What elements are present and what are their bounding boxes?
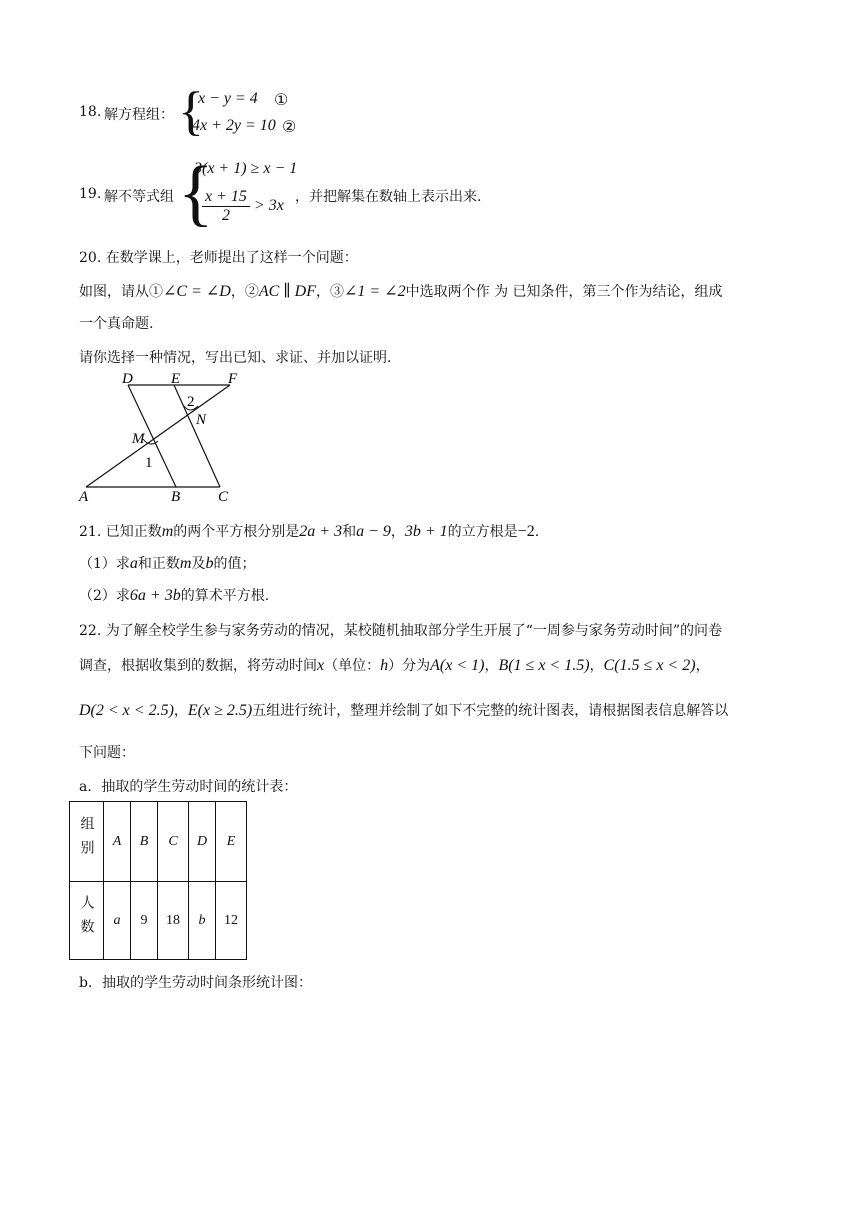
table-value-e: 12 [216,882,247,960]
q20-cond2: AC ∥ DF [258,283,317,300]
q20-line2-c: ，③ [316,284,345,300]
q18-eq2-mark: ② [282,119,297,136]
q21-part2-expr: 6a + 3b [129,587,181,604]
q22-group-a: A(x < 1) [430,657,485,674]
q20-geometry-figure [70,370,250,506]
q20-line3: 一个真命题. [79,316,154,332]
label-B: B [171,489,181,505]
q22-line1: 22. 为了解全校学生参与家务劳动的情况，某校随机抽取部分学生开展了“一周参与家务劳动时间”的问卷 [79,623,723,639]
q22-group-b: B(1 ≤ x < 1.5) [498,657,590,674]
q20-line4: 请你选择一种情况，写出已知、求证、并加以证明. [79,350,392,366]
q22-line2-h: h [380,657,389,674]
q22-line3 [79,700,728,720]
q20-line2 [79,281,723,301]
q18-eq1-mark: ① [274,92,289,109]
q21-line1-d: ， [390,524,405,540]
q22-line2 [79,655,710,675]
q20-cond3: ∠1 = ∠2 [344,283,406,300]
table-row [70,882,247,960]
label-M: M [132,431,145,447]
q21-part1-c: 及 [191,556,206,572]
label-angle1: 1 [145,455,153,471]
q21-part1 [79,553,255,573]
table-header-c: C [158,802,189,882]
q20-line2-a: 如图，请从① [79,284,163,300]
q21-part2-b: 的算术平方根. [180,588,270,604]
q21-line1-e: 的立方根是 [447,524,518,540]
label-F: F [228,371,238,387]
label-angle2: 2 [187,394,195,410]
q22-line2-c: ）分为 [388,658,431,674]
table-header-a: A [104,802,131,882]
q20-line1: 20. 在数学课上，老师提出了这样一个问题： [79,250,358,266]
q19-frac-num: x + 15 [202,188,250,207]
q21-part1-d: 的值； [213,556,256,572]
label-D: D [122,371,133,387]
label-A: A [79,489,89,505]
q21-part1-var-a: a [129,555,138,572]
q21-expr3: 3b + 1 [404,523,448,540]
q19-label: 解不等式组 [104,189,174,205]
q21-expr4: −2 [517,523,535,540]
q22-line3-b: 五组进行统计，整理并绘制了如下不完整的统计图表，请根据图表信息解答以 [252,703,729,719]
q22-sep3: ， [695,658,710,674]
q20-line2-d: 中选取两个作 为 已知条件，第三个作为结论，组成 [405,284,723,300]
q19-ineq2 [202,188,284,225]
table-value-b: 9 [131,882,158,960]
q22-sep4: ， [173,703,188,719]
q22-line2-b: （单位： [324,658,381,674]
label-E: E [171,371,181,387]
q21-line1-a: 21. 已知正数 [79,524,162,540]
q19-ineq2-rest: > 3x [253,197,284,215]
q21-part1-var-m: m [179,555,192,572]
q21-line1-c: 和 [342,524,357,540]
table-header-d: D [189,802,216,882]
q19-ineq1: 3(x + 1) ≥ x − 1 [194,160,298,177]
q21-expr1: 2a + 3 [299,523,343,540]
label-C: C [218,489,229,505]
q22-line4: 下问题： [79,745,135,761]
table-value-a: a [104,882,131,960]
q21-m: m [161,523,174,540]
q21-part1-a: （1）求 [79,556,130,572]
statistics-table [69,801,247,960]
q21-part2-a: （2）求 [79,588,130,604]
q21-part2 [79,585,269,605]
table-row [70,802,247,882]
q19-suffix: ，并把解集在数轴上表示出来. [295,189,482,205]
q22-group-c: C(1.5 ≤ x < 2) [603,657,696,674]
table-value-d: b [189,882,216,960]
q22-line2-x: x [317,657,325,674]
q19-frac-den: 2 [221,207,230,224]
q19-brace: { [178,152,214,234]
table-value-c: 18 [158,882,189,960]
line-EC [174,385,220,487]
q22-group-d: D(2 < x < 2.5) [79,702,174,719]
q20-cond1: ∠C = ∠D [163,283,231,300]
q18-brace: { [178,81,204,141]
q22-table-caption: a．抽取的学生劳动时间的统计表： [79,779,298,795]
q18-number: 18. [79,104,102,120]
q18-eq2: 4x + 2y = 10 [192,117,276,134]
q21-expr2: a − 9 [356,523,391,540]
q20-line2-b: ，② [230,284,259,300]
q21-part1-b: 和正数 [137,556,180,572]
q21-line1-b: 的两个平方根分别是 [173,524,300,540]
q18-eq1: x − y = 4 [198,90,258,107]
q18-label: 解方程组： [104,107,174,123]
q21-part1-var-b: b [205,555,214,572]
table-header-e: E [216,802,247,882]
q19-number: 19. [79,186,102,202]
q22-sep1: ， [484,658,499,674]
q22-chart-caption: b．抽取的学生劳动时间条形统计图： [79,975,312,991]
q22-line2-a: 调查，根据收集到的数据，将劳动时间 [79,658,317,674]
table-row1-header: 组别 [70,802,104,882]
q21-line1-f: . [534,524,540,540]
q22-sep2: ， [589,658,604,674]
q22-group-e: E(x ≥ 2.5) [187,702,253,719]
line-AF [86,385,230,487]
q21-line1 [79,521,539,541]
table-row2-header: 人数 [70,882,104,960]
label-N: N [196,412,207,428]
table-header-b: B [131,802,158,882]
